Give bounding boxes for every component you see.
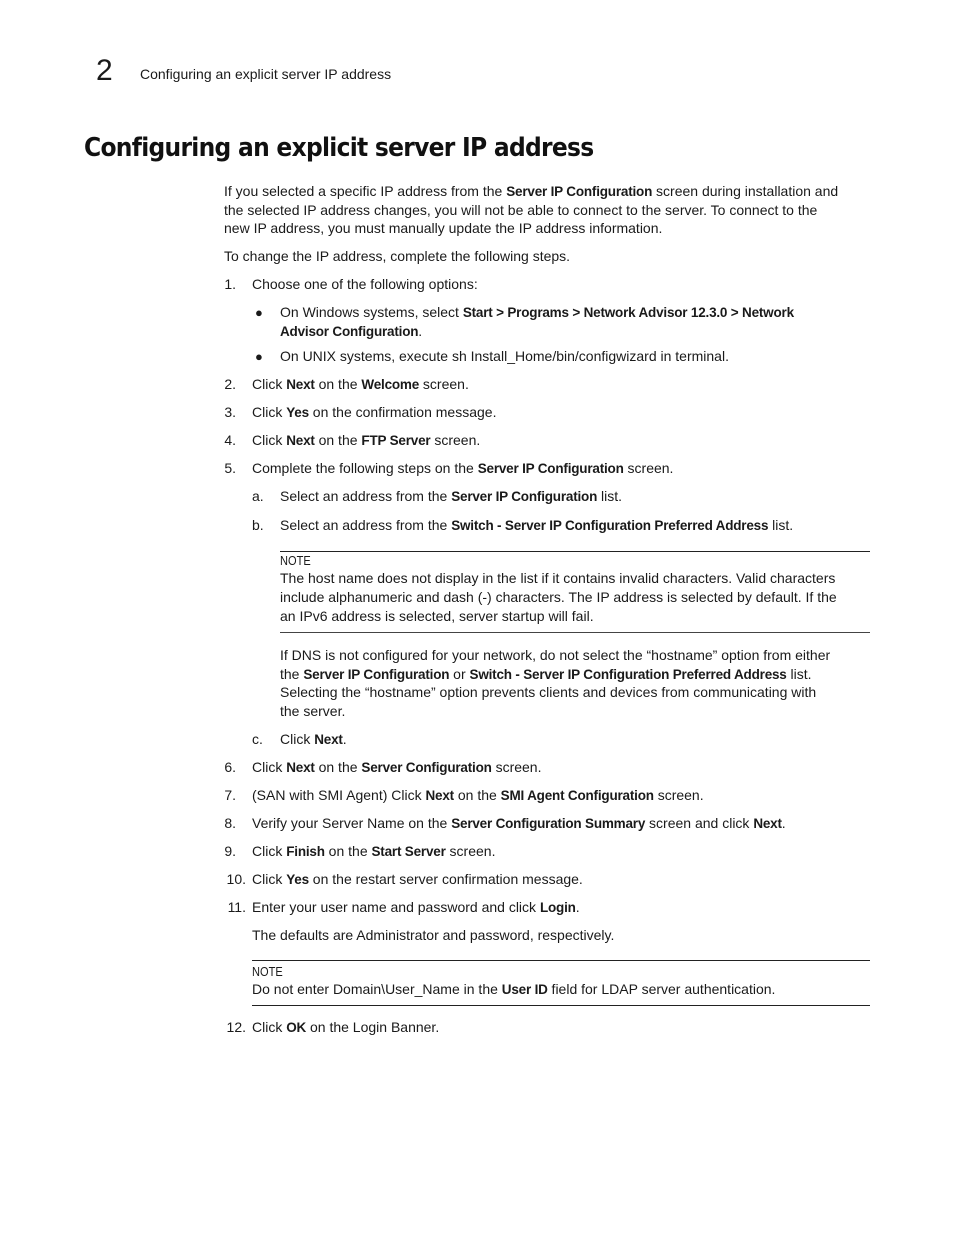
step-number: 5.	[224, 460, 236, 476]
step-text	[252, 898, 580, 917]
step-number: 9.	[224, 843, 236, 859]
dns-line: the server.	[280, 703, 346, 719]
text: on the	[314, 759, 362, 775]
chapter-number: 2	[96, 54, 113, 87]
ui-term: SMI Agent Configuration	[500, 788, 654, 803]
step-number: 6.	[224, 759, 236, 775]
note-bottom-rule	[252, 1005, 870, 1006]
step-text	[252, 1018, 439, 1037]
text: or	[449, 666, 470, 682]
bullet-text	[280, 303, 870, 322]
text: on the	[314, 376, 362, 392]
ui-term: Advisor Configuration	[280, 324, 419, 339]
step-number: 12.	[226, 1019, 246, 1035]
bullet-text	[280, 322, 422, 341]
ui-term: Server Configuration Summary	[451, 816, 646, 831]
ui-term: Switch - Server IP Configuration Preferred Address	[451, 518, 769, 533]
text: Click	[252, 1019, 287, 1035]
text: Click	[280, 731, 315, 747]
text: Click	[252, 432, 287, 448]
text: Click	[252, 843, 287, 859]
steps-intro: To change the IP address, complete the following steps.	[224, 248, 571, 264]
note-text: The host name does not display in the list if it contains invalid characters. Valid characters	[280, 570, 836, 586]
text: on the	[324, 843, 372, 859]
step-text	[252, 786, 704, 805]
text: screen.	[430, 432, 481, 448]
text: Click	[252, 376, 287, 392]
ui-term: Next	[425, 788, 454, 803]
ui-term: Finish	[286, 844, 325, 859]
step-number: 11.	[227, 899, 246, 915]
text: On Windows systems, select	[280, 304, 463, 320]
text: If you selected a specific IP address from the	[224, 183, 507, 199]
text: .	[418, 323, 423, 339]
step-text	[252, 459, 673, 478]
ui-term: Next	[753, 816, 782, 831]
text: on the restart server confirmation message.	[308, 871, 583, 887]
dns-line: If DNS is not configured for your network, do not select the “hostname” option from either	[280, 647, 831, 663]
step-followup: The defaults are Administrator and password, respectively.	[252, 927, 615, 943]
intro-line: new IP address, you must manually update the IP address information.	[224, 220, 663, 236]
text: screen.	[445, 843, 496, 859]
substep-letter: a.	[252, 488, 264, 504]
text: Click	[252, 871, 287, 887]
note-text: include alphanumeric and dash (-) characters. The IP address is selected by default. If the	[280, 589, 837, 605]
text: Complete the following steps on the	[252, 460, 478, 476]
intro-line	[224, 182, 874, 201]
step-text	[252, 403, 496, 422]
text: screen during installation and	[652, 183, 839, 199]
substep-text	[280, 730, 347, 749]
note-label: NOTE	[252, 964, 283, 979]
text: on the Login Banner.	[306, 1019, 440, 1035]
note-top-rule	[252, 960, 870, 961]
step-text: Choose one of the following options:	[252, 276, 478, 292]
step-number: 8.	[224, 815, 236, 831]
bullet-text: On UNIX systems, execute sh Install_Home/bin/configwizard in terminal.	[280, 348, 729, 364]
note-top-rule	[280, 551, 870, 552]
dns-line	[280, 665, 812, 684]
ui-term: FTP Server	[361, 433, 431, 448]
text: .	[781, 815, 786, 831]
ui-term: Start Server	[371, 844, 446, 859]
ui-term: Next	[286, 760, 315, 775]
text: Verify your Server Name on the	[252, 815, 452, 831]
step-number: 10.	[226, 871, 246, 887]
ui-term: Next	[286, 433, 315, 448]
ui-term: Server Configuration	[361, 760, 492, 775]
text: field for LDAP server authentication.	[547, 981, 776, 997]
step-text	[252, 758, 542, 777]
ui-term: Welcome	[361, 377, 420, 392]
ui-term: User ID	[501, 982, 548, 997]
step-number: 1.	[224, 276, 236, 292]
ui-term: OK	[286, 1020, 307, 1035]
step-number: 4.	[224, 432, 236, 448]
text: screen.	[419, 376, 469, 392]
ui-term: Server IP Configuration	[451, 489, 598, 504]
ui-term: Next	[286, 377, 315, 392]
substep-letter: b.	[252, 517, 264, 533]
text: list.	[597, 488, 623, 504]
text: screen and click	[645, 815, 754, 831]
bullet-icon: ●	[255, 305, 263, 320]
step-number: 3.	[224, 404, 236, 420]
text: screen.	[653, 787, 704, 803]
step-text	[252, 814, 786, 833]
page-title: Configuring an explicit server IP address	[84, 133, 594, 163]
text: list.	[768, 517, 794, 533]
text: .	[342, 731, 347, 747]
substep-letter: c.	[252, 731, 263, 747]
text: Select an address from the	[280, 517, 452, 533]
text: Enter your user name and password and click	[252, 899, 540, 915]
substep-text	[280, 516, 793, 535]
step-text	[252, 431, 480, 450]
note-text	[252, 980, 775, 999]
text: screen.	[491, 759, 542, 775]
substep-text	[280, 487, 622, 506]
ui-term: Start > Programs > Network Advisor 12.3.0 > Network	[462, 305, 794, 320]
text: on the	[314, 432, 362, 448]
text: Click	[252, 404, 287, 420]
text: screen.	[623, 460, 674, 476]
ui-term: Yes	[286, 872, 309, 887]
text: Click	[252, 759, 287, 775]
step-text	[252, 842, 495, 861]
step-text	[252, 375, 469, 394]
text: the	[280, 666, 304, 682]
intro-line: the selected IP address changes, you will not be able to connect to the server. To connect to the	[224, 202, 818, 218]
text: on the confirmation message.	[308, 404, 497, 420]
step-number: 2.	[224, 376, 236, 392]
note-text: an IPv6 address is selected, server startup will fail.	[280, 608, 594, 624]
ui-term: Switch - Server IP Configuration Preferred Address	[469, 667, 787, 682]
text: Do not enter Domain\User_Name in the	[252, 981, 502, 997]
ui-term: Login	[539, 900, 576, 915]
text: list.	[786, 666, 812, 682]
ui-term: Server IP Configuration	[303, 667, 450, 682]
dns-line: Selecting the “hostname” option prevents clients and devices from communicating with	[280, 684, 817, 700]
text: .	[575, 899, 580, 915]
text: (SAN with SMI Agent) Click	[252, 787, 426, 803]
step-number: 7.	[224, 787, 236, 803]
ui-term: Next	[314, 732, 343, 747]
note-label: NOTE	[280, 553, 311, 568]
running-title: Configuring an explicit server IP address	[140, 66, 392, 82]
bullet-icon: ●	[255, 349, 263, 364]
text: Select an address from the	[280, 488, 452, 504]
step-text	[252, 870, 583, 889]
ui-term: Yes	[286, 405, 309, 420]
ui-term: Server IP Configuration	[477, 461, 624, 476]
text: on the	[453, 787, 501, 803]
ui-term: Server IP Configuration	[506, 184, 653, 199]
note-bottom-rule	[280, 632, 870, 633]
